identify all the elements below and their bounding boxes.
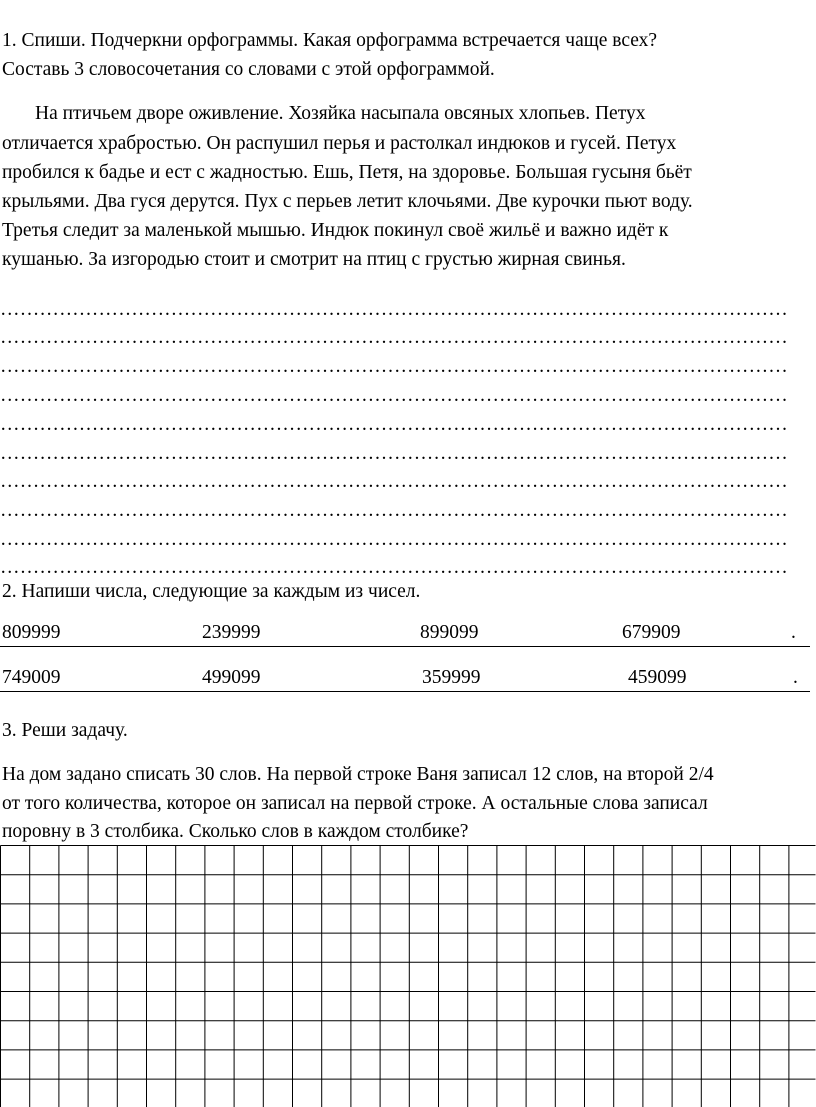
task1-text-line: крыльями. Два гуся дерутся. Пух с перьев летит клочьями. Две курочки пьют воду. [2,191,693,212]
task3-instruction: 3. Реши задачу. [2,720,128,741]
number-value: 899099 [420,622,479,643]
dotted-answer-line: ………………………………………………………………………………………………………… [0,557,788,578]
task1-text-line: кушанью. За изгородью стоит и смотрит на птиц с грустью жирная свинья. [2,249,626,270]
answer-underline [0,691,810,692]
row-end-period: . [793,667,798,688]
task3-problem-line: поровну в 3 столбика. Сколько слов в каждом столбике? [2,821,469,842]
task1-instruction-line1: 1. Спиши. Подчеркни орфограммы. Какая орфограмма встречается чаще всех? [2,30,658,51]
task3-problem-line: от того количества, которое он записал на первой строке. А остальные слова записал [2,793,708,814]
dotted-answer-line: ………………………………………………………………………………………………………… [0,529,788,550]
number-value: 499099 [202,667,261,688]
number-value: 239999 [202,622,261,643]
dotted-answer-line: ………………………………………………………………………………………………………… [0,385,788,406]
number-value: 459099 [628,667,687,688]
dotted-answer-line: ………………………………………………………………………………………………………… [0,443,788,464]
number-value: 679909 [622,622,681,643]
dotted-answer-line: ………………………………………………………………………………………………………… [0,356,788,377]
grid-paper [0,845,816,1107]
number-value: 809999 [2,622,61,643]
dotted-answer-line: ………………………………………………………………………………………………………… [0,327,788,348]
dotted-answer-line: ………………………………………………………………………………………………………… [0,500,788,521]
task1-text-line: отличается храбростью. Он распушил перья и растолкал индюков и гусей. Петух [2,133,677,154]
task1-text-line: На птичьем дворе оживление. Хозяйка насыпала овсяных хлопьев. Петух [35,103,646,124]
task1-instruction-line2: Составь 3 словосочетания со словами с этой орфограммой. [2,59,495,80]
task1-text-line: пробился к бадье и ест с жадностью. Ешь, Петя, на здоровье. Большая гусыня бьёт [2,162,692,183]
task2-instruction: 2. Напиши числа, следующие за каждым из чисел. [2,581,421,602]
number-row [0,619,810,647]
dotted-answer-line: ………………………………………………………………………………………………………… [0,299,788,320]
answer-underline [0,646,810,647]
task3-problem-line: На дом задано списать 30 слов. На первой строке Ваня записал 12 слов, на второй 2/4 [2,764,714,785]
number-value: 749009 [2,667,61,688]
task1-text-line: Третья следит за маленькой мышью. Индюк покинул своё жильё и важно идёт к [2,220,669,241]
number-row [0,664,810,692]
dotted-answer-line: ………………………………………………………………………………………………………… [0,471,788,492]
dotted-answer-line: ………………………………………………………………………………………………………… [0,414,788,435]
number-value: 359999 [422,667,481,688]
row-end-period: . [791,622,796,643]
